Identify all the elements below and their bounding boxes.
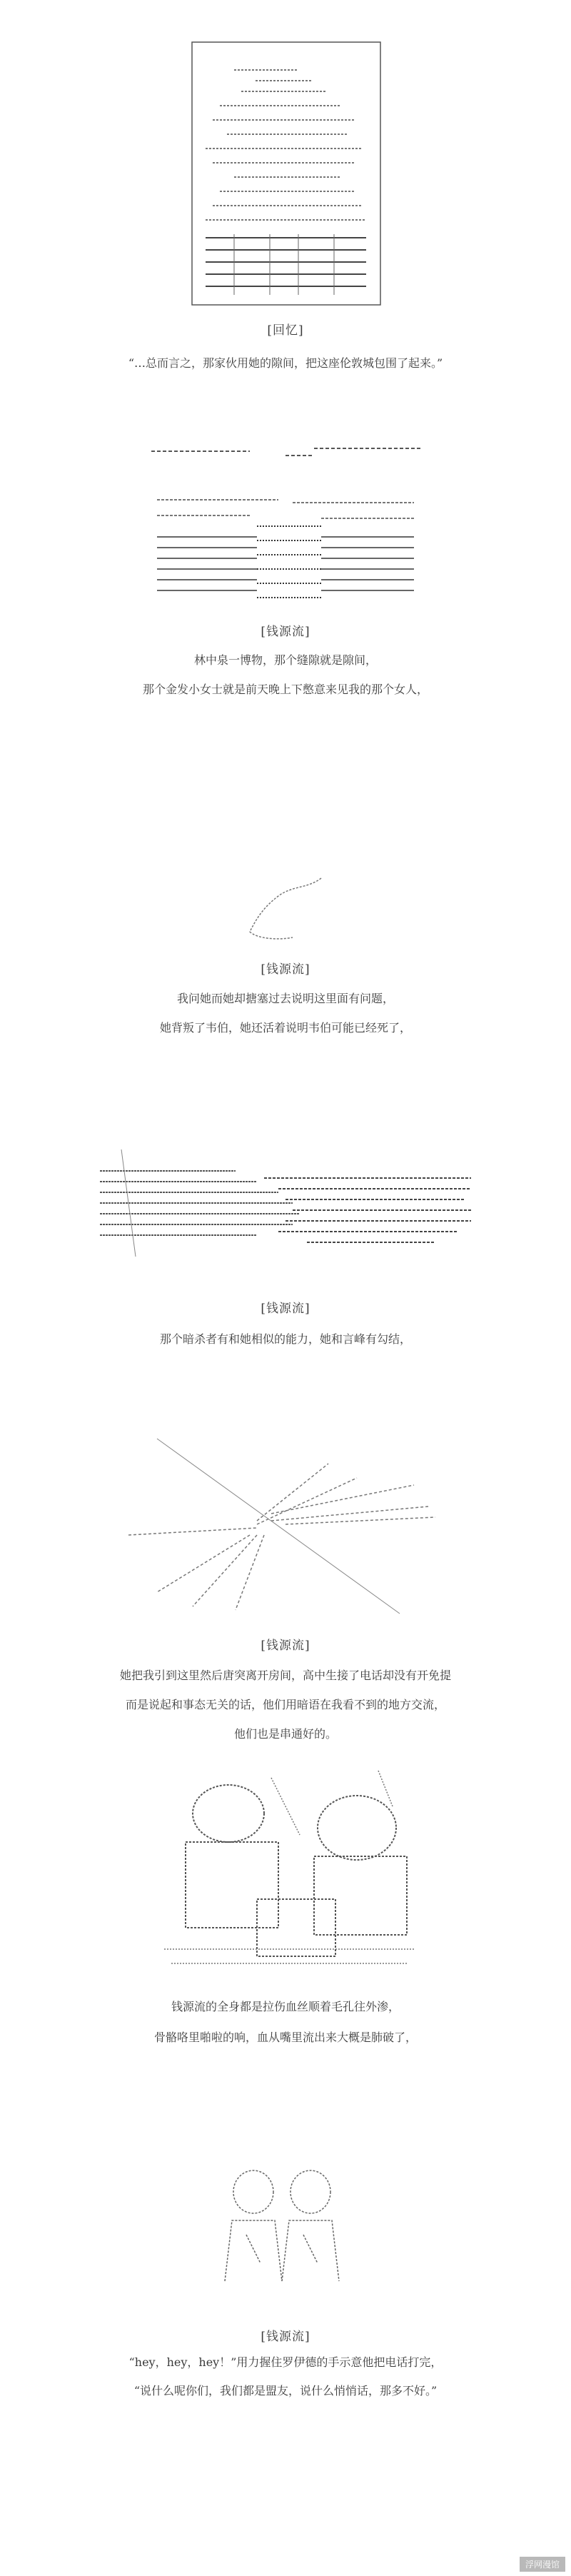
- panel-caption-5: [钱源流]: [261, 1639, 310, 1653]
- dialogue-line: 那个金发小女士就是前天晚上下憋意来见我的那个女人，: [142, 683, 428, 696]
- ascii-art-figure-1: [191, 41, 381, 306]
- dialogue-line: 她背叛了韦伯，她还活着说明韦伯可能已经死了，: [159, 1021, 411, 1035]
- ascii-art-figure-4: [93, 1142, 478, 1264]
- ascii-art-figure-7: [211, 2163, 353, 2285]
- dialogue-line: 他们也是串通好的。: [233, 1727, 337, 1741]
- dialogue-line: 骨骼咯里啪啦的响，血从嘴里流出来大概是肺破了，: [153, 2031, 417, 2044]
- panel-caption-4: [钱源流]: [261, 1302, 310, 1316]
- panel-caption-3: [钱源流]: [261, 962, 310, 977]
- ascii-art-figure-5: [114, 1435, 443, 1621]
- ascii-art-figure-6: [143, 1764, 435, 1978]
- panel-caption-7: [钱源流]: [261, 2330, 310, 2344]
- dialogue-line: 我问她而她却搪塞过去说明这里面有问题，: [176, 992, 394, 1005]
- panel-caption-1: [回忆]: [267, 323, 304, 338]
- watermark: 浮网漫馆: [520, 2557, 565, 2572]
- ascii-art-figure-3: [236, 875, 328, 946]
- dialogue-line: 林中泉一博物，那个缝隙就是隙间，: [193, 653, 377, 667]
- panel-caption-2: [钱源流]: [261, 625, 310, 639]
- dialogue-line: 钱源流的全身都是拉伤血丝顺着毛孔往外渗，: [171, 2000, 400, 2013]
- dialogue-line: 她把我引到这里然后唐突离开房间，高中生接了电话却没有开免提: [119, 1669, 451, 1682]
- dialogue-line: “hey，hey，hey！”用力握住罗伊德的手示意他把电话打完，: [128, 2355, 443, 2369]
- dialogue-line: “…总而言之，那家伙用她的隙间，把这座伦敦城包围了起来。”: [128, 356, 443, 370]
- dialogue-line: 那个暗杀者有和她相似的能力，她和言峰有勾结，: [159, 1332, 411, 1346]
- dialogue-line: 而是说起和事态无关的话，他们用暗语在我看不到的地方交流，: [125, 1698, 445, 1711]
- dialogue-line: “说什么呢你们，我们都是盟友，说什么悄悄话，那多不好。”: [133, 2384, 438, 2398]
- ascii-art-figure-2: [150, 444, 421, 608]
